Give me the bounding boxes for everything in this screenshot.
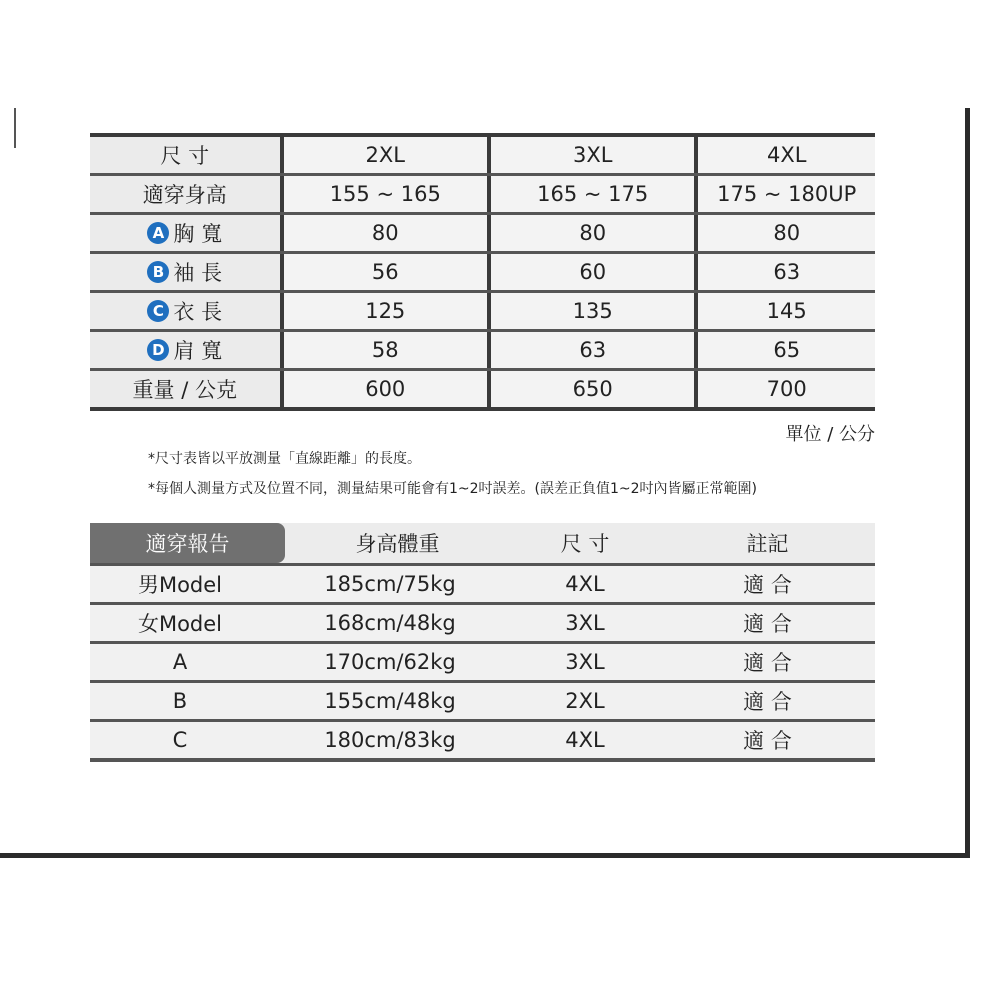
letter-d-badge: D — [147, 339, 169, 361]
height-weight: 168cm/48kg — [324, 611, 456, 635]
table-row — [90, 683, 875, 722]
row-label: 適穿身高 — [90, 176, 280, 212]
letter-a-badge: A — [147, 222, 169, 244]
row-label: C 衣 長 — [90, 293, 280, 329]
size-table — [90, 133, 875, 411]
size-value: 2XL — [565, 689, 605, 713]
table-cell: 650 — [487, 371, 694, 407]
frame-right-border — [965, 108, 970, 858]
error-note: *每個人測量方式及位置不同，測量結果可能會有1~2吋誤差。(誤差正負值1~2吋內皆屬正常範圍) — [148, 481, 758, 497]
table-row — [90, 566, 875, 605]
model-name: B — [172, 689, 188, 713]
table-cell: 80 — [487, 215, 694, 251]
height-weight: 170cm/62kg — [324, 650, 456, 674]
row-label: 重量 / 公克 — [90, 371, 280, 407]
table-cell: 65 — [694, 332, 875, 368]
size-value: 3XL — [565, 650, 605, 674]
fit-remark: 適 合 — [743, 573, 792, 597]
table-row — [90, 605, 875, 644]
row-label: B 袖 長 — [90, 254, 280, 290]
fit-report-title: 適穿報告 — [90, 523, 285, 563]
size-header-2xl: 2XL — [280, 137, 487, 173]
table-cell: 700 — [694, 371, 875, 407]
fit-remark: 適 合 — [743, 729, 792, 753]
height-weight: 180cm/83kg — [324, 728, 456, 752]
table-row — [90, 215, 875, 254]
measurement-note: *尺寸表皆以平放測量「直線距離」的長度。 — [148, 451, 421, 467]
model-name: A — [172, 650, 188, 674]
model-name: 女Model — [137, 612, 223, 636]
table-row — [90, 371, 875, 407]
model-name: C — [172, 728, 188, 752]
fit-header-note: 註記 — [746, 532, 789, 556]
size-header-4xl: 4XL — [694, 137, 875, 173]
fit-report-header — [90, 523, 875, 566]
model-name: 男Model — [137, 573, 223, 597]
fit-header-size: 尺 寸 — [560, 532, 610, 556]
table-cell: 125 — [280, 293, 487, 329]
table-cell: 600 — [280, 371, 487, 407]
table-cell: 135 — [487, 293, 694, 329]
table-row — [90, 722, 875, 762]
size-table-header — [90, 137, 875, 176]
table-row — [90, 176, 875, 215]
table-row — [90, 293, 875, 332]
table-row — [90, 254, 875, 293]
unit-label: 單位 / 公分 — [785, 424, 875, 445]
table-cell: 63 — [694, 254, 875, 290]
table-cell: 63 — [487, 332, 694, 368]
table-cell: 80 — [694, 215, 875, 251]
table-row — [90, 644, 875, 683]
table-cell: 165 ~ 175 — [487, 176, 694, 212]
frame-left-border — [14, 108, 16, 148]
table-row — [90, 332, 875, 371]
size-header-3xl: 3XL — [487, 137, 694, 173]
size-value: 4XL — [565, 728, 605, 752]
letter-b-badge: B — [147, 261, 169, 283]
frame-bottom-border — [0, 853, 970, 858]
fit-remark: 適 合 — [743, 651, 792, 675]
size-value: 3XL — [565, 611, 605, 635]
height-weight: 185cm/75kg — [324, 572, 456, 596]
table-cell: 145 — [694, 293, 875, 329]
fit-remark: 適 合 — [743, 690, 792, 714]
fit-header-height-weight: 身高體重 — [355, 532, 440, 556]
row-label: D 肩 寬 — [90, 332, 280, 368]
letter-c-badge: C — [147, 300, 169, 322]
table-cell: 58 — [280, 332, 487, 368]
table-cell: 60 — [487, 254, 694, 290]
size-value: 4XL — [565, 572, 605, 596]
size-header-label: 尺 寸 — [90, 137, 280, 173]
fit-remark: 適 合 — [743, 612, 792, 636]
fit-report-table — [90, 523, 875, 762]
table-cell: 56 — [280, 254, 487, 290]
table-cell: 80 — [280, 215, 487, 251]
table-cell: 175 ~ 180UP — [694, 176, 875, 212]
row-label: A 胸 寬 — [90, 215, 280, 251]
height-weight: 155cm/48kg — [324, 689, 456, 713]
table-cell: 155 ~ 165 — [280, 176, 487, 212]
